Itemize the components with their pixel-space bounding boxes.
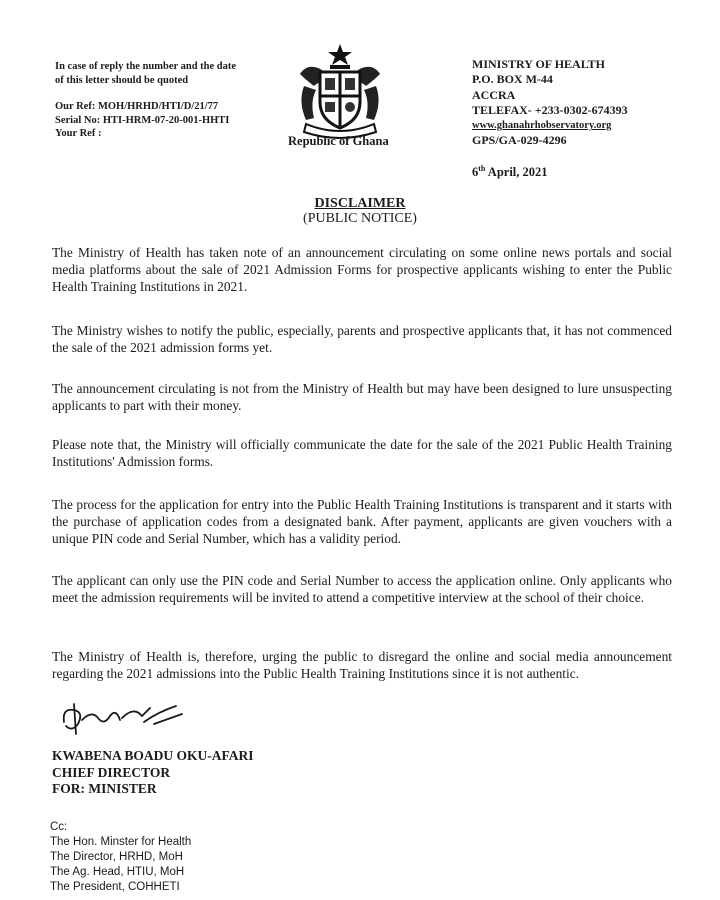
paragraph: The announcement circulating is not from the Ministry of Health but may have been designed to lure unsuspecting applicants to part with their money.: [52, 381, 672, 413]
ministry-name: MINISTRY OF HEALTH: [472, 57, 605, 71]
notice-title: DISCLAIMER: [314, 196, 406, 211]
cc-recipient: The Hon. Minster for Health: [50, 836, 192, 848]
city: ACCRA: [472, 87, 516, 102]
paragraph: The Ministry of Health has taken note of an announcement circulating on some online news portals and social media platforms about the sale of 2021 Admission Forms for prospective applicants wishing to enter the Public Health Training Institutions in 2021.: [52, 245, 672, 294]
cc-recipient: The President, COHHETI: [50, 881, 180, 893]
cc-label: Cc:: [50, 821, 68, 833]
our-ref: Our Ref: MOH/HRHD/HTI/D/21/77: [55, 101, 219, 112]
cc-recipient: The Ag. Head, HTIU, MoH: [50, 866, 185, 878]
telefax: TELEFAX- +233-0302-674393: [472, 102, 628, 117]
reply-note-line-2: of this letter should be quoted: [55, 74, 189, 86]
cc-recipient: The Director, HRHD, MoH: [50, 851, 183, 863]
paragraph: The process for the application for entry into the Public Health Training Institutions is transparent and it starts with the purchase of application codes from a designated bank. After payment, applicants are given vouchers with a unique PIN code and Serial Number, which has a validity period.: [52, 497, 672, 546]
date-day: 6: [472, 165, 479, 180]
website-link[interactable]: www.ghanahrhobservatory.org: [472, 120, 612, 132]
paragraph: The Ministry wishes to notify the public, especially, parents and prospective applicants that, it has not commenced the sale of the 2021 admission forms yet.: [52, 323, 672, 355]
po-box: P.O. BOX M-44: [472, 72, 553, 87]
signatory-title: CHIEF DIRECTOR: [52, 764, 171, 780]
your-ref: Your Ref :: [55, 128, 102, 139]
signatory-name: KWABENA BOADU OKU-AFARI: [52, 748, 254, 763]
paragraph: The Ministry of Health is, therefore, urging the public to disregard the online and social media announcement regarding the 2021 admissions into the Public Health Training Institutions since it is not authentic.: [52, 649, 672, 681]
gps-address: GPS/GA-029-4296: [472, 133, 567, 148]
date-suffix: th: [478, 164, 486, 173]
paragraph: The applicant can only use the PIN code and Serial Number to access the application online. Only applicants who meet the admission requirements will be invited to attend a competitive interview at the school of their choice.: [52, 573, 672, 605]
reply-note-line-1: In case of reply the number and the date: [55, 61, 237, 72]
signatory-block: [52, 748, 254, 798]
handwritten-signature-icon: [58, 700, 188, 736]
ghana-coat-of-arms-icon: [292, 40, 388, 140]
letter-date: [472, 164, 548, 180]
serial-no: Serial No: HTI-HRM-07-20-001-HHTI: [55, 114, 230, 126]
ministry-address-block: [472, 57, 672, 149]
reference-block: [55, 60, 295, 141]
republic-caption: Republic of Ghana: [288, 134, 389, 148]
cc-block: [50, 820, 191, 895]
date-rest: April, 2021: [485, 165, 548, 180]
notice-subtitle: (PUBLIC NOTICE): [303, 211, 417, 226]
signatory-for: FOR: MINISTER: [52, 781, 157, 796]
paragraph: Please note that, the Ministry will officially communicate the date for the sale of the 2021 Public Health Training Institutions' Admission forms.: [52, 437, 672, 469]
